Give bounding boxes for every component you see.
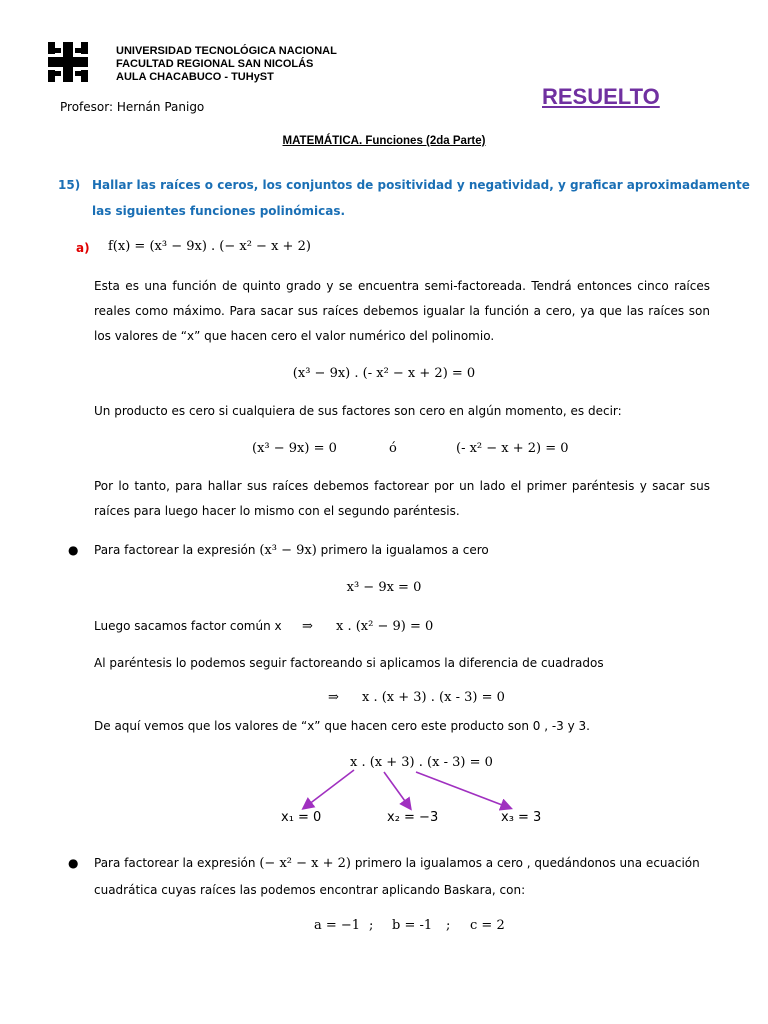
equation-1: (x³ − 9x) . (- x² − x + 2) = 0: [292, 366, 476, 381]
root-x1: x₁ = 0: [281, 810, 322, 825]
equation-2b: (- x² − x + 2) = 0: [456, 441, 569, 456]
utn-logo: [48, 42, 88, 82]
bullet-1-expr: (x³ − 9x): [259, 543, 317, 558]
arrow-to-x2: [384, 772, 410, 808]
line-4-text: Luego sacamos factor común x: [94, 619, 282, 633]
equation-3: x³ − 9x = 0: [346, 580, 422, 595]
root-x3: x₃ = 3: [501, 810, 542, 825]
bullet-2-pre: Para factorear la expresión: [94, 856, 256, 870]
aula-name: AULA CHACABUCO - TUHySТ: [116, 71, 274, 83]
bullet-1-pre: Para factorear la expresión: [94, 543, 256, 557]
coef-sep-1: ;: [369, 918, 374, 933]
bullet-1: ●: [68, 543, 79, 557]
resuelto-stamp: RESUELTO: [542, 84, 660, 109]
paragraph-3: Por lo tanto, para hallar sus raíces debemos factorear por un lado el primer paréntesis y sacar sus raíces para luego hacer lo mismo con el segundo paréntesis.: [94, 479, 710, 518]
coef-a: a = −1: [314, 918, 361, 933]
exercise-number: 15): [58, 178, 81, 192]
equation-2-or: ó: [389, 441, 397, 456]
root-x2: x₂ = −3: [387, 810, 439, 825]
bullet-2-expr: (− x² − x + 2): [259, 856, 351, 871]
bullet-2-post: primero la igualamos a cero , quedándonos una ecuación: [354, 856, 700, 870]
exercise-statement-1: Hallar las raíces o ceros, los conjuntos de positividad y negatividad, y graficar aproximadamente: [92, 178, 750, 192]
coef-b: b = -1: [392, 918, 433, 933]
arrow-to-x3: [416, 772, 510, 808]
paragraph-2: Un producto es cero si cualquiera de sus factores son cero en algún momento, es decir:: [94, 404, 622, 418]
faculty-name: FACULTAD REGIONAL SAN NICOLÁS: [116, 58, 314, 70]
equation-5-arrow: ⇒: [328, 690, 339, 705]
line-4-arrow: ⇒: [302, 619, 313, 634]
exercise-statement-2: las siguientes funciones polinómicas.: [92, 204, 346, 218]
coef-c: c = 2: [470, 918, 505, 933]
line-5-text: Al paréntesis lo podemos seguir factoreando si aplicamos la diferencia de cuadrados: [94, 656, 604, 670]
coef-sep-2: ;: [446, 918, 451, 933]
professor-name: Profesor: Hernán Panigo: [60, 100, 205, 114]
item-label: a): [76, 241, 90, 255]
line-4-expr: x . (x² − 9) = 0: [336, 619, 434, 634]
equation-5: x . (x + 3) . (x - 3) = 0: [362, 690, 505, 705]
diagram-expression: x . (x + 3) . (x - 3) = 0: [350, 755, 493, 770]
equation-2a: (x³ − 9x) = 0: [252, 441, 337, 456]
function-definition: f(x) = (x³ − 9x) . (− x² − x + 2): [108, 239, 311, 254]
line-6-text: De aquí vemos que los valores de “x” que hacen cero este producto son 0 , -3 y 3.: [94, 719, 590, 733]
arrow-to-x1: [304, 770, 354, 808]
bullet-2-line-2: cuadrática cuyas raíces las podemos encontrar aplicando Baskara, con:: [94, 883, 526, 897]
bullet-2: ●: [68, 856, 79, 870]
bullet-1-post: primero la igualamos a cero: [320, 543, 489, 557]
bullet-1-text: [94, 543, 489, 558]
university-name: UNIVERSIDAD TECNOLÓGICA NACIONAL: [116, 45, 337, 57]
document-title: MATEMÁTICA. Funciones (2da Parte): [282, 135, 486, 147]
paragraph-1: Esta es una función de quinto grado y se encuentra semi-factoreada. Tendrá entonces cinco raíces reales como máximo. Para sacar sus raíces debemos igualar la función a cero, ya que las raíces son los valores de “x” que hacen cero el valor numérico del polinomio.: [94, 279, 710, 343]
bullet-2-text: [94, 856, 700, 871]
